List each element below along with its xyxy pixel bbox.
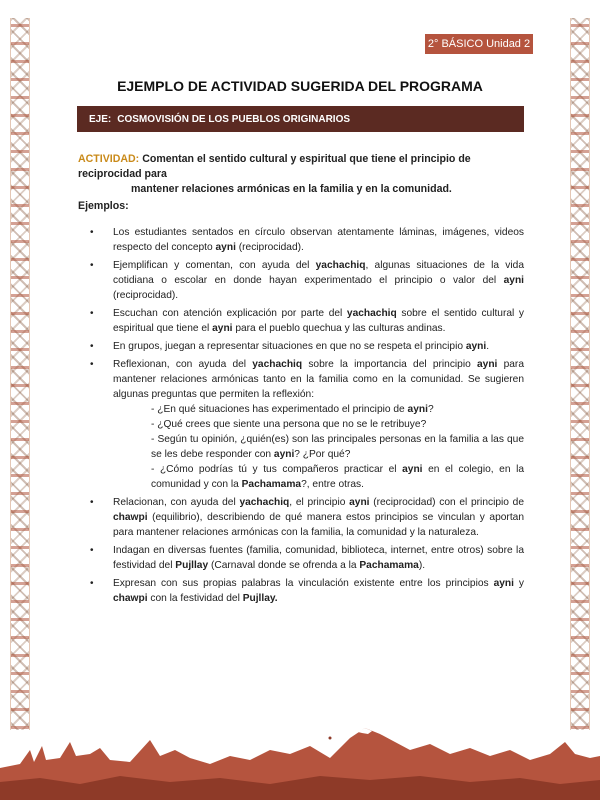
bullet-icon: • <box>90 308 94 319</box>
bold-term: ayni <box>477 359 498 370</box>
example-item <box>78 495 524 540</box>
bold-term: Pujllay. <box>242 593 278 604</box>
example-item <box>78 258 524 303</box>
bold-term: ayni <box>349 497 370 508</box>
bold-term: Pujllay <box>175 560 209 571</box>
example-text: Reflexionan, con ayuda del yachachiq sobre la importancia del principio ayni para mantener relaciones armónicas tanto en la familia como en la comunidad. Se sugieren algunas preguntas que permiten la reflexión: <box>113 359 524 400</box>
bullet-icon: • <box>90 578 94 589</box>
example-item <box>78 225 524 255</box>
bold-term: yachachiq <box>252 359 303 370</box>
bold-term: yachachiq <box>239 497 290 508</box>
example-text: Relacionan, con ayuda del yachachiq, el principio ayni (reciprocidad) con el principio de chawpi (equilibrio), describiendo de qué manera estos principios se vinculan y aportan para mantener relaciones armónicas con la familia, la comunidad y la naturaleza. <box>113 497 524 538</box>
bullet-icon: • <box>90 227 94 238</box>
examples-list <box>78 225 524 609</box>
reflection-questions <box>113 402 524 492</box>
reflection-question: - ¿Cómo podrías tú y tus compañeros practicar el ayni en el colegio, en la comunidad y con la Pachamama?, entre otras. <box>151 464 524 490</box>
bold-term: ayni <box>465 341 487 352</box>
bold-term: chawpi <box>113 593 148 604</box>
eje-banner <box>77 106 524 132</box>
eje-value: COSMOVISIÓN DE LOS PUEBLOS ORIGINARIOS <box>117 113 351 125</box>
bold-term: ayni <box>407 404 428 415</box>
bold-term: Pachamama <box>359 560 419 571</box>
bird-shape <box>329 737 332 740</box>
reflection-question: - ¿Qué crees que siente una persona que no se le retribuye? <box>151 419 427 430</box>
bold-term: chawpi <box>113 512 148 523</box>
bullet-icon: • <box>90 341 94 352</box>
bold-term: ayni <box>212 323 233 334</box>
bullet-icon: • <box>90 497 94 508</box>
example-item <box>78 543 524 573</box>
bold-term: yachachiq <box>315 260 366 271</box>
right-andean-pattern-border <box>570 18 590 730</box>
bold-term: Pachamama <box>241 479 302 490</box>
bold-term: yachachiq <box>346 308 397 319</box>
bold-term: ayni <box>493 578 514 589</box>
eje-label: EJE: <box>89 113 112 125</box>
example-item <box>78 576 524 606</box>
example-text: Expresan con sus propias palabras la vinculación existente entre los principios ayni y chawpi con la festividad del Pujllay. <box>113 578 524 604</box>
example-item <box>78 339 524 354</box>
grade-unit-tag: 2° BÁSICO Unidad 2 <box>425 34 533 54</box>
activity-block <box>78 152 524 197</box>
left-andean-pattern-border <box>10 18 30 730</box>
example-text: Los estudiantes sentados en círculo observan atentamente láminas, imágenes, videos respecto del concepto ayni (reciprocidad). <box>113 227 524 253</box>
example-text: En grupos, juegan a representar situaciones en que no se respeta el principio ayni. <box>113 341 490 352</box>
activity-text-line1: Comentan el sentido cultural y espiritual que tiene el principio de reciprocidad para <box>78 153 471 180</box>
example-item <box>78 357 524 492</box>
bold-term: ayni <box>215 242 236 253</box>
bold-term: ayni <box>273 449 295 460</box>
activity-label: ACTIVIDAD: <box>78 153 140 165</box>
bold-term: ayni <box>402 464 423 475</box>
example-text: Ejemplifican y comentan, con ayuda del yachachiq, algunas situaciones de la vida cotidiana o escolar en donde hayan experimentado el principio o valor del ayni (reciprocidad). <box>113 260 524 301</box>
example-item <box>78 306 524 336</box>
bullet-icon: • <box>90 260 94 271</box>
andean-landscape-footer <box>0 720 600 800</box>
activity-text-line2: mantener relaciones armónicas en la familia y en la comunidad. <box>131 183 452 195</box>
reflection-question: - ¿En qué situaciones has experimentado el principio de ayni? <box>151 404 434 415</box>
example-text: Indagan en diversas fuentes (familia, comunidad, biblioteca, internet, entre otros) sobre la festividad del Pujllay (Carnaval donde se ofrenda a la Pachamama). <box>113 545 524 571</box>
example-text: Escuchan con atención explicación por parte del yachachiq sobre el sentido cultural y espiritual que tiene el ayni para el pueblo quechua y las culturas andinas. <box>113 308 524 334</box>
bullet-icon: • <box>90 545 94 556</box>
bold-term: ayni <box>503 275 524 286</box>
reflection-question: - Según tu opinión, ¿quién(es) son las principales personas en la familia a las que se les debe responder con ayni? ¿Por qué? <box>151 434 524 460</box>
bullet-icon: • <box>90 359 94 370</box>
page-title: EJEMPLO DE ACTIVIDAD SUGERIDA DEL PROGRAMA <box>117 78 483 94</box>
examples-heading: Ejemplos: <box>78 200 129 212</box>
